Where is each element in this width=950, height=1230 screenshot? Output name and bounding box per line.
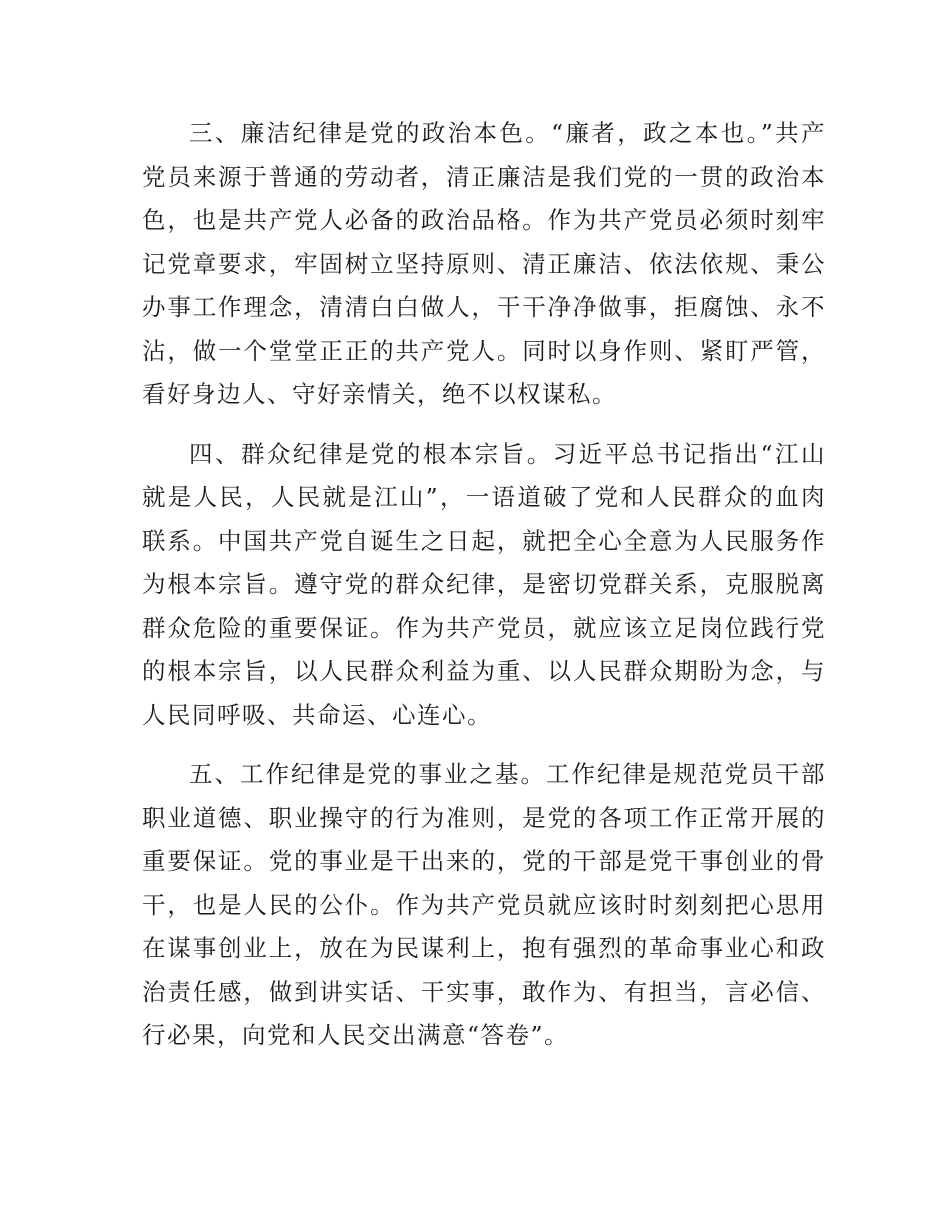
paragraph-mass-discipline: 四、群众纪律是党的根本宗旨。习近平总书记指出“江山就是人民，人民就是江山”，一语道破了党和人民群众的血肉联系。中国共产党自诞生之日起，就把全心全意为人民服务作为根本宗旨。遵守党的群众纪律，是密切党群关系，克服脱离群众危险的重要保证。作为共产党员，就应该立足岗位践行党的根本宗旨，以人民群众利益为重、以人民群众期盼为念，与人民同呼吸、共命运、心连心。 [142, 439, 826, 729]
document-body [142, 112, 826, 1068]
paragraph-work-discipline: 五、工作纪律是党的事业之基。工作纪律是规范党员干部职业道德、职业操守的行为准则，是党的各项工作正常开展的重要保证。党的事业是干出来的，党的干部是党干事创业的骨干，也是人民的公仆。作为共产党员就应该时时刻刻把心思用在谋事创业上，放在为民谋利上，抱有强烈的革命事业心和政治责任感，做到讲实话、干实事，敢作为、有担当，言必信、行必果，向党和人民交出满意“答卷”。 [142, 760, 826, 1049]
paragraph-integrity-discipline: 三、廉洁纪律是党的政治本色。“廉者，政之本也。”共产党员来源于普通的劳动者，清正廉洁是我们党的一贯的政治本色，也是共产党人必备的政治品格。作为共产党员必须时刻牢记党章要求，牢固树立坚持原则、清正廉洁、依法依规、秉公办事工作理念，清清白白做人，干干净净做事，拒腐蚀、永不沾，做一个堂堂正正的共产党人。同时以身作则、紧盯严管，看好身边人、守好亲情关，绝不以权谋私。 [142, 119, 826, 408]
